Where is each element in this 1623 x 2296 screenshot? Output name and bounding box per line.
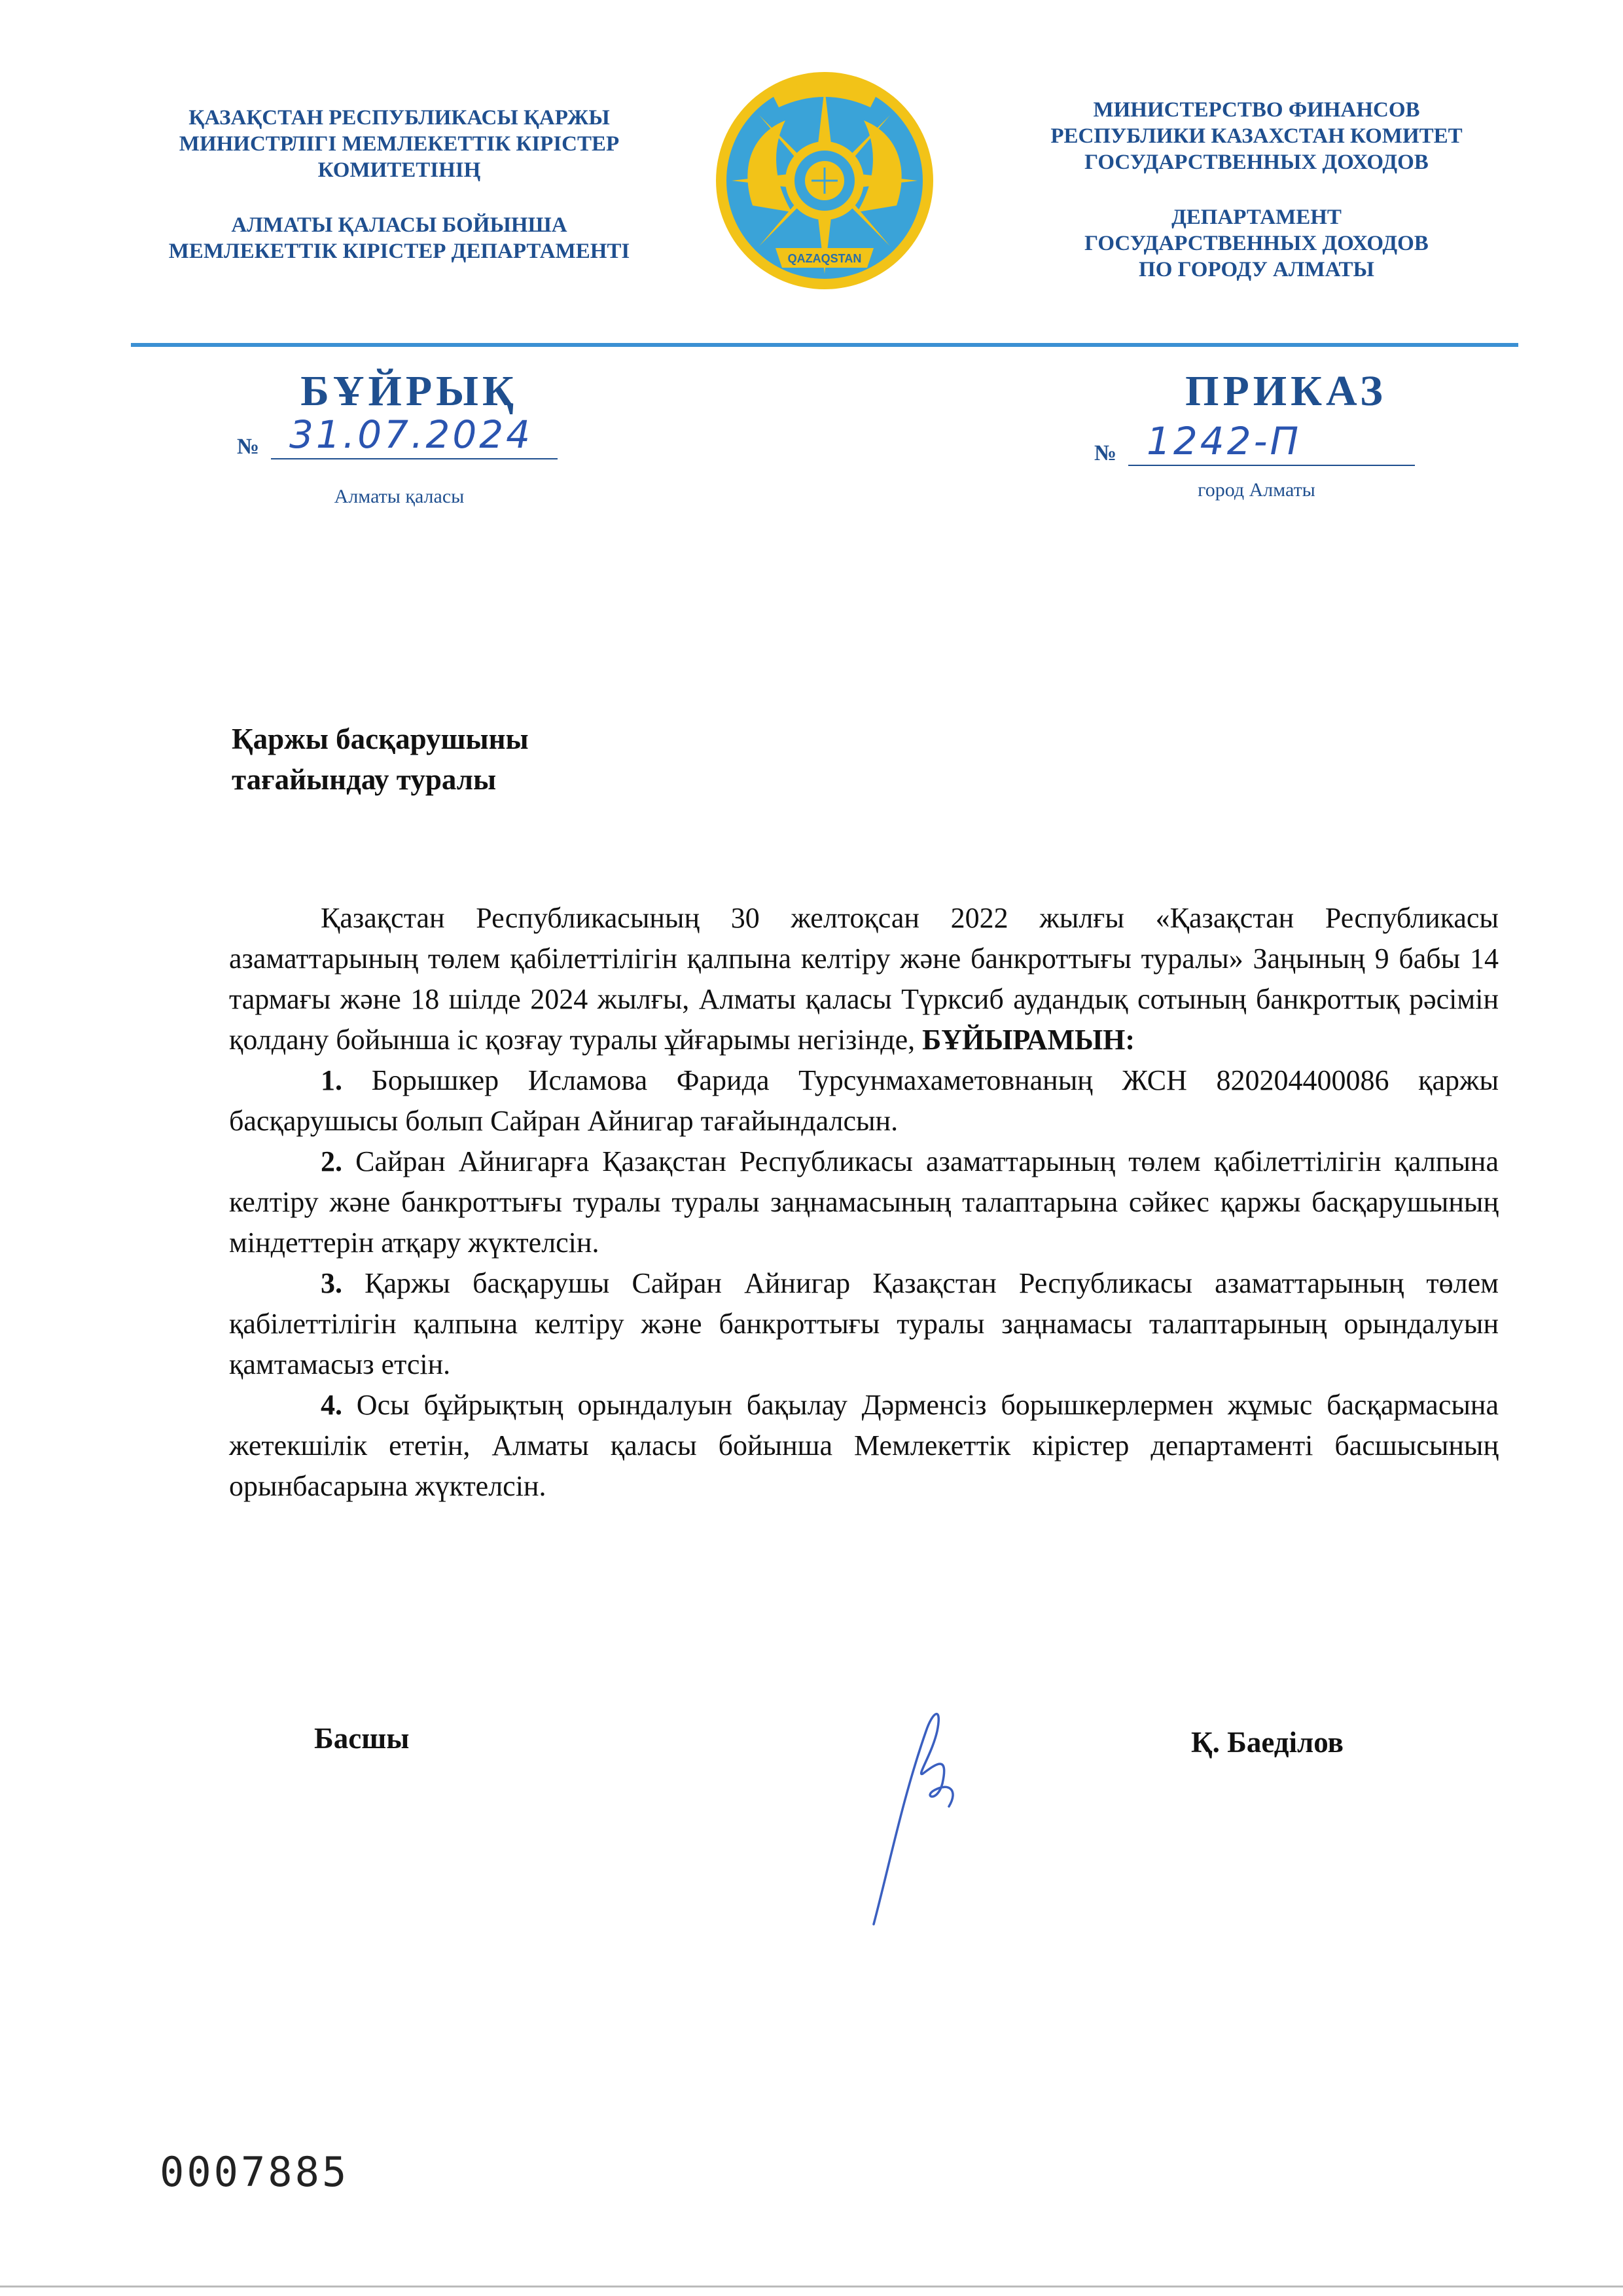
svg-text:QAZAQSTAN: QAZAQSTAN <box>787 252 862 265</box>
header-kazakh <box>105 105 694 264</box>
body-intro-bold: БҰЙЫРАМЫН: <box>922 1024 1135 1056</box>
city-ru: город Алматы <box>1198 479 1315 501</box>
handwritten-date: 31.07.2024 <box>289 412 533 457</box>
header-ru-line: ПО ГОРОДУ АЛМАТЫ <box>1139 258 1374 281</box>
underline <box>271 458 558 459</box>
document-subject <box>232 719 529 800</box>
body-item: 1. Борышкер Исламова Фарида Турсунмахаметовнаның ЖСН 820204400086 қаржы басқарушысы болып Сайран Айнигар тағайындалсын. <box>229 1064 1499 1137</box>
subject-line: Қаржы басқарушыны <box>232 723 529 755</box>
header-divider <box>131 343 1518 347</box>
number-sign: № <box>1094 441 1117 465</box>
handwritten-signature <box>851 1692 1008 1928</box>
signatory-name: Қ. Баеділов <box>1191 1726 1344 1759</box>
page-edge <box>0 2286 1623 2287</box>
city-kz: Алматы қаласы <box>334 486 465 507</box>
number-sign: № <box>237 435 260 459</box>
header-kz-line: КОМИТЕТІНІҢ <box>317 158 481 182</box>
order-title-ru: ПРИКАЗ <box>1185 367 1387 415</box>
underline <box>1128 465 1415 466</box>
header-ru-line: ДЕПАРТАМЕНТ <box>1171 206 1342 229</box>
header-kz-line: МИНИСТРЛІГІ МЕМЛЕКЕТТІК КІРІСТЕР <box>179 132 620 156</box>
state-emblem-icon <box>713 68 936 294</box>
body-item: 3. Қаржы басқарушы Сайран Айнигар Қазақстан Республикасы азаматтарының төлем қабілеттілігін қалпына келтіру және банкроттығы туралы заңнамасы талаптарының орындалуын қамтамасыз етсін. <box>229 1267 1499 1380</box>
order-number-line-kz <box>237 412 558 465</box>
header-ru-line: ГОСУДАРСТВЕННЫХ ДОХОДОВ <box>1084 151 1429 174</box>
order-number-line-ru <box>1094 419 1415 471</box>
body-intro: Қазақстан Республикасының 30 желтоқсан 2022 жылғы «Қазақстан Республикасы азаматтарының төлем қабілеттілігін қалпына келтіру және банкроттығы туралы» Заңының 9 бабы 14 тармағы және 18 шілде 2024 жылғы, Алматы қаласы Түрксиб аудандық сотының банкроттық рәсімін қолдану бойынша іс қозғау туралы ұйғарымы негізінде, БҰЙЫРАМЫН: <box>229 902 1499 1056</box>
header-kz-line: ҚАЗАҚСТАН РЕСПУБЛИКАСЫ ҚАРЖЫ <box>188 106 610 130</box>
header-ru-line: МИНИСТЕРСТВО ФИНАНСОВ <box>1093 98 1420 122</box>
serial-number: 0007885 <box>160 2148 349 2196</box>
order-title-kz: БҰЙРЫҚ <box>300 367 518 415</box>
handwritten-order-number: 1242-П <box>1147 419 1302 463</box>
document-body <box>229 898 1499 1507</box>
body-item: 4. Осы бұйрықтың орындалуын бақылау Дәрменсіз борышкерлермен жұмыс басқармасына жетекшілік ететін, Алматы қаласы бойынша Мемлекеттік кірістер департаменті басшысының орынбасарына жүктелсін. <box>229 1389 1499 1502</box>
subject-line: тағайындау туралы <box>232 763 497 796</box>
header-kz-line: АЛМАТЫ ҚАЛАСЫ БОЙЫНША <box>231 213 567 237</box>
header-russian <box>995 97 1518 283</box>
body-item: 2. Сайран Айнигарға Қазақстан Республикасы азаматтарының төлем қабілеттілігін қалпына келтіру және банкроттығы туралы туралы заңнамасының талаптарына сәйкес қаржы басқарушының міндеттерін атқару жүктелсін. <box>229 1145 1499 1259</box>
signatory-position: Басшы <box>314 1722 410 1755</box>
header-kz-line: МЕМЛЕКЕТТІК КІРІСТЕР ДЕПАРТАМЕНТІ <box>168 240 630 263</box>
header-ru-line: РЕСПУБЛИКИ КАЗАХСТАН КОМИТЕТ <box>1050 124 1463 148</box>
header-ru-line: ГОСУДАРСТВЕННЫХ ДОХОДОВ <box>1084 232 1429 255</box>
